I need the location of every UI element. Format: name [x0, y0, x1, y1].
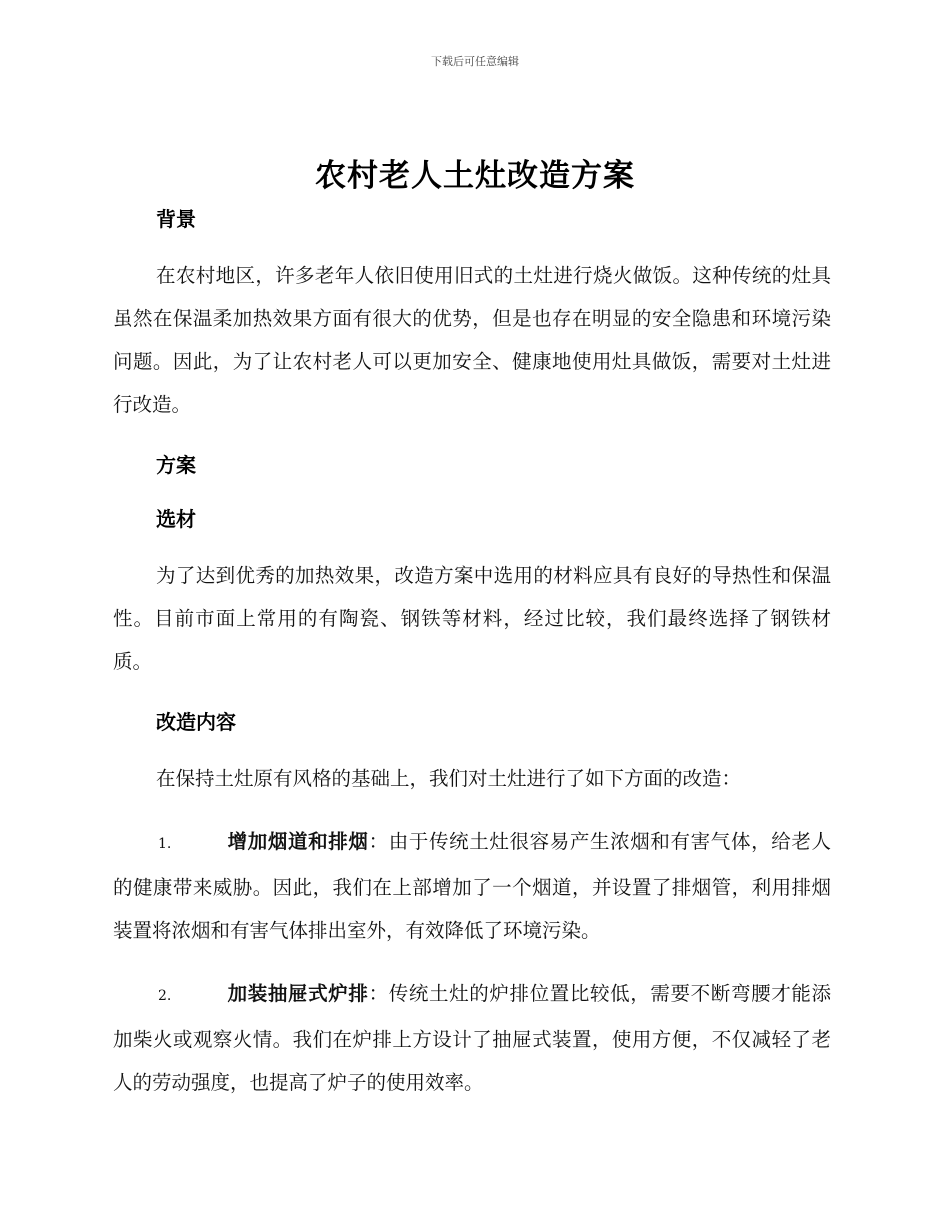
document-body: [113, 204, 831, 1104]
material-paragraph: 为了达到优秀的加热效果，改造方案中选用的材料应具有良好的导热性和保温性。目前市面上常用的有陶瓷、钢铁等材料，经过比较，我们最终选择了钢铁材质。: [113, 564, 831, 673]
list-item-text: ：传统土灶的炉排位置比较低，需要不断弯腰才能添加柴火或观察火情。我们在炉排上方设计了抽屉式装置，使用方便，不仅减轻了老人的劳动强度，也提高了炉子的使用效率。: [113, 982, 831, 1094]
plan-heading: 方案: [156, 453, 196, 477]
list-item: [113, 972, 831, 1104]
background-paragraph: 在农村地区，许多老年人依旧使用旧式的土灶进行烧火做饭。这种传统的灶具虽然在保温柔加热效果方面有很大的优势，但是也存在明显的安全隐患和环境污染问题。因此，为了让农村老人可以更加安全、健康地使用灶具做饭，需要对土灶进行改造。: [113, 264, 831, 416]
content-heading: 改造内容: [156, 710, 236, 734]
header-note: 下载后可任意编辑: [431, 55, 519, 68]
list-item-number: 1.: [158, 836, 172, 852]
content-intro-paragraph: 在保持土灶原有风格的基础上，我们对土灶进行了如下方面的改造：: [156, 767, 742, 790]
list-item-number: 2.: [158, 988, 172, 1004]
document-title: 农村老人土灶改造方案: [315, 158, 635, 194]
list-item-text: ：由于传统土灶很容易产生浓烟和有害气体，给老人的健康带来威胁。因此，我们在上部增加了一个烟道，并设置了排烟管，利用排烟装置将浓烟和有害气体排出室外，有效降低了环境污染。: [113, 830, 831, 942]
list-item-lead: 加装抽屉式炉排: [227, 982, 369, 1005]
material-heading: 选材: [156, 507, 196, 531]
list-item: [113, 820, 831, 952]
background-heading: 背景: [156, 207, 196, 231]
list-item-lead: 增加烟道和排烟: [227, 830, 369, 853]
